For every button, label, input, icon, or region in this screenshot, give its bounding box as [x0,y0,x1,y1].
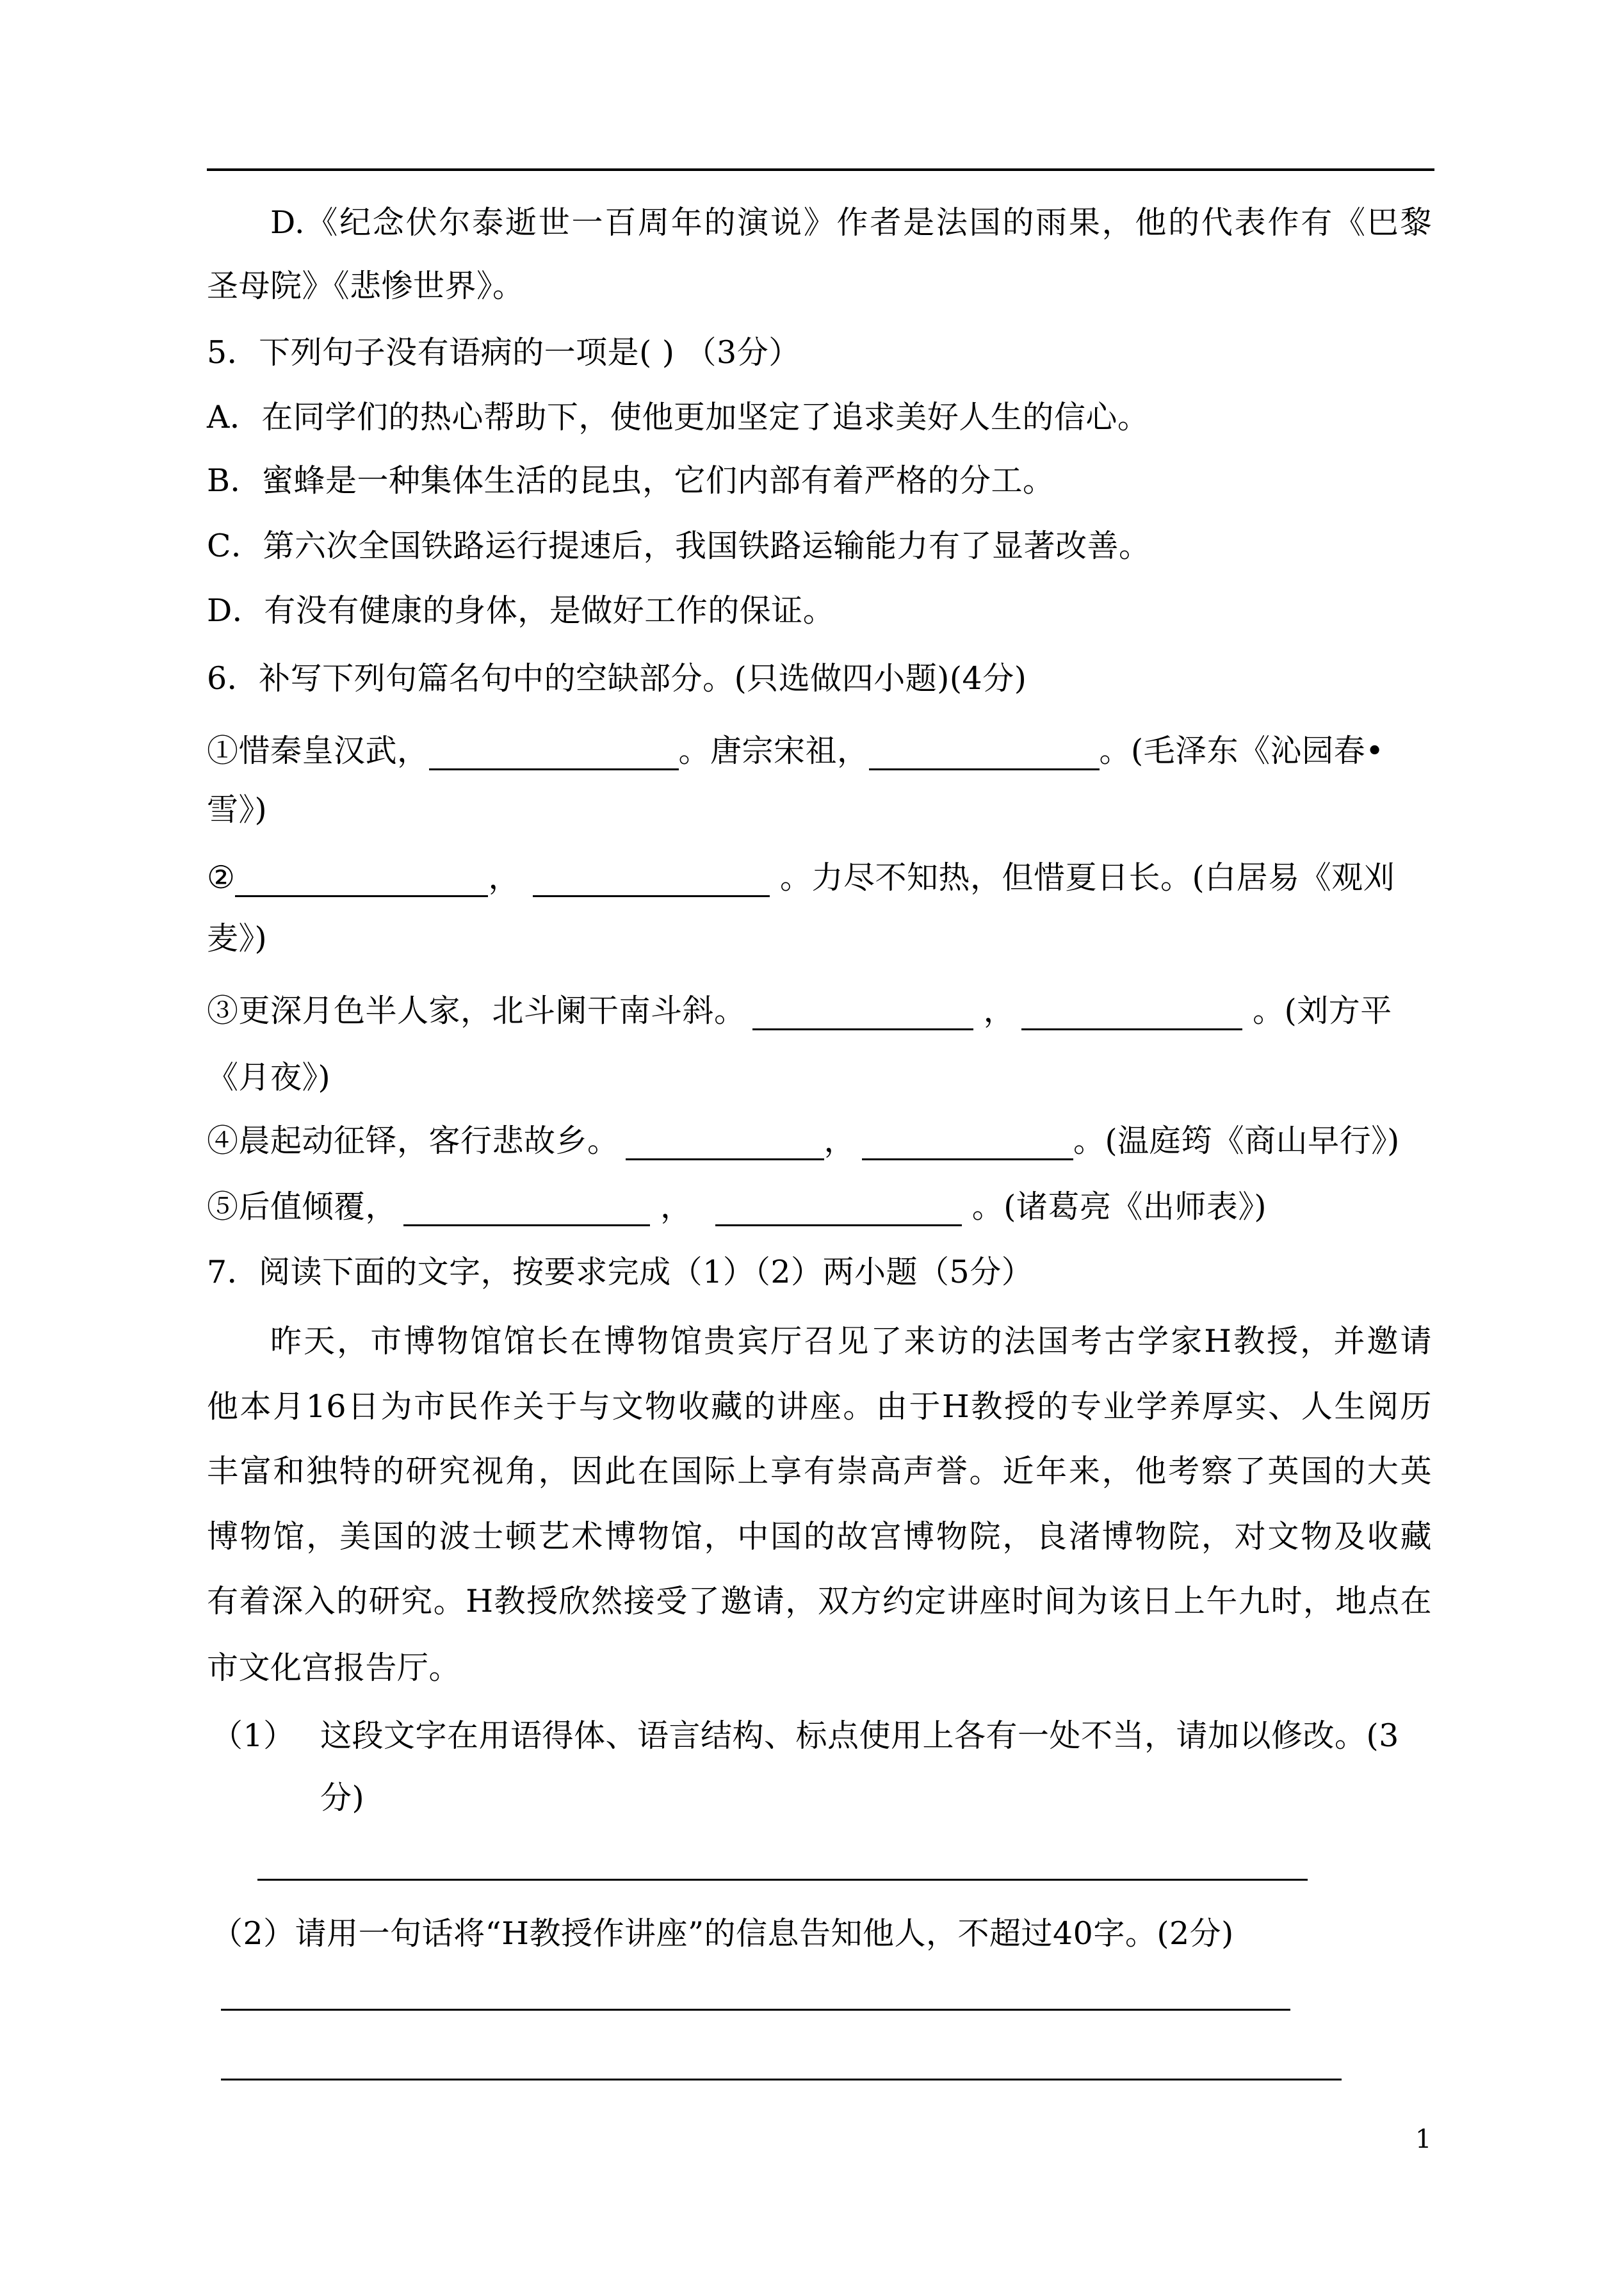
q6-item-4 [207,1122,1400,1160]
q6-item-3-text-a: ③更深月色半人家，北斗阑干南斗斜。 [207,993,746,1029]
q5-option-d: D．有没有健康的身体，是做好工作的保证。 [207,592,835,629]
q5-stem: 5．下列句子没有语病的一项是( ) （3分） [207,334,800,371]
q6-item-2-text-b: ， [488,859,520,896]
q4-option-d-line2: 圣母院》《悲惨世界》。 [207,268,524,304]
q6-item-4-text-c: 。(温庭筠《商山早行》) [1073,1123,1400,1159]
q6-item-1-cont: 雪》) [207,791,268,828]
q6-item-4-text-b: ， [824,1123,856,1159]
q7-passage-line-3: 丰富和独特的研究视角，因此在国际上享有崇高声誉。近年来，他考察了英国的大英 [207,1453,1432,1489]
q6-item-5 [207,1188,1267,1226]
q4-option-d-line1: D.《纪念伏尔泰逝世一百周年的演说》作者是法国的雨果，他的代表作有《巴黎 [270,204,1432,241]
q6-item-5-text-b: ， [650,1188,702,1225]
q6-item-5-text-c: 。(诸葛亮《出师表》) [961,1188,1267,1225]
q6-stem: 6．补写下列句篇名句中的空缺部分。(只选做四小题)(4分) [207,660,1027,697]
page-number: 1 [1415,2125,1432,2154]
q7-passage-line-2: 他本月16日为市民作关于与文物收藏的讲座。由于H教授的专业学养厚实、人生阅历 [207,1388,1432,1425]
q5-option-b: B．蜜蜂是一种集体生活的昆虫，它们内部有着严格的分工。 [207,462,1055,499]
q7-sub1-answer-line[interactable] [257,1879,1308,1881]
q7-sub1-cont: 分) [320,1780,365,1816]
q6-item-1-blank-2[interactable] [869,739,1100,770]
q7-sub1 [211,1717,1399,1755]
q5-option-a: A．在同学们的热心帮助下，使他更加坚定了追求美好人生的信心。 [207,399,1149,435]
q6-item-1 [207,732,1384,770]
q6-item-3-blank-2[interactable] [1021,999,1242,1030]
q6-item-1-text-c: 。(毛泽东《沁园春• [1099,733,1384,769]
header-rule [207,168,1434,171]
q7-sub2: （2）请用一句话将“H教授作讲座”的信息告知他人，不超过40字。(2分) [211,1915,1234,1952]
q6-item-4-blank-2[interactable] [862,1129,1073,1160]
q6-item-3-blank-1[interactable] [752,999,973,1030]
q7-passage-line-1: 昨天，市博物馆馆长在博物馆贵宾厅召见了来访的法国考古学家H教授，并邀请 [270,1323,1432,1359]
q7-passage-line-4: 博物馆，美国的波士顿艺术博物馆，中国的故宫博物院，良渚博物院，对文物及收藏 [207,1518,1432,1555]
q6-item-3-text-b: ， [973,993,1016,1029]
q6-item-3-text-c: 。(刘方平 [1242,993,1392,1029]
q6-item-4-blank-1[interactable] [626,1129,824,1160]
q6-item-3-cont: 《月夜》) [207,1059,331,1096]
q6-item-2-text-a: ② [207,859,236,896]
q5-option-c: C．第六次全国铁路运行提速后，我国铁路运输能力有了显著改善。 [207,528,1151,564]
q7-sub2-answer-line-1[interactable] [221,2009,1290,2011]
q6-item-2-text-c: 。力尽不知热，但惜夏日长。(白居易《观刈 [769,859,1395,896]
q6-item-5-blank-2[interactable] [715,1195,962,1226]
q6-item-2-blank-2[interactable] [533,866,770,897]
q6-item-1-text-a: ①惜秦皇汉武， [207,733,429,769]
q6-item-3 [207,992,1392,1030]
q7-sub1-text: 这段文字在用语得体、语言结构、标点使用上各有一处不当，请加以修改。(3 [320,1717,1399,1754]
q6-item-5-blank-1[interactable] [403,1195,650,1226]
q7-sub2-answer-line-2[interactable] [221,2079,1342,2080]
q7-passage-line-6: 市文化宫报告厅。 [207,1650,461,1686]
q6-item-5-text-a: ⑤后值倾覆， [207,1188,398,1225]
q6-item-4-text-a: ④晨起动征铎，客行悲故乡。 [207,1123,619,1159]
q6-item-1-text-b: 。唐宗宋祖， [678,733,869,769]
q7-sub1-label: （1） [211,1717,295,1754]
q6-item-2 [207,859,1395,897]
q7-stem: 7．阅读下面的文字，按要求完成（1）（2）两小题（5分） [207,1254,1034,1290]
q7-passage-line-5: 有着深入的研究。H教授欣然接受了邀请，双方约定讲座时间为该日上午九时，地点在 [207,1583,1432,1619]
q6-item-2-blank-1[interactable] [235,866,488,897]
q6-item-2-cont: 麦》) [207,920,268,957]
q6-item-1-blank-1[interactable] [429,739,679,770]
